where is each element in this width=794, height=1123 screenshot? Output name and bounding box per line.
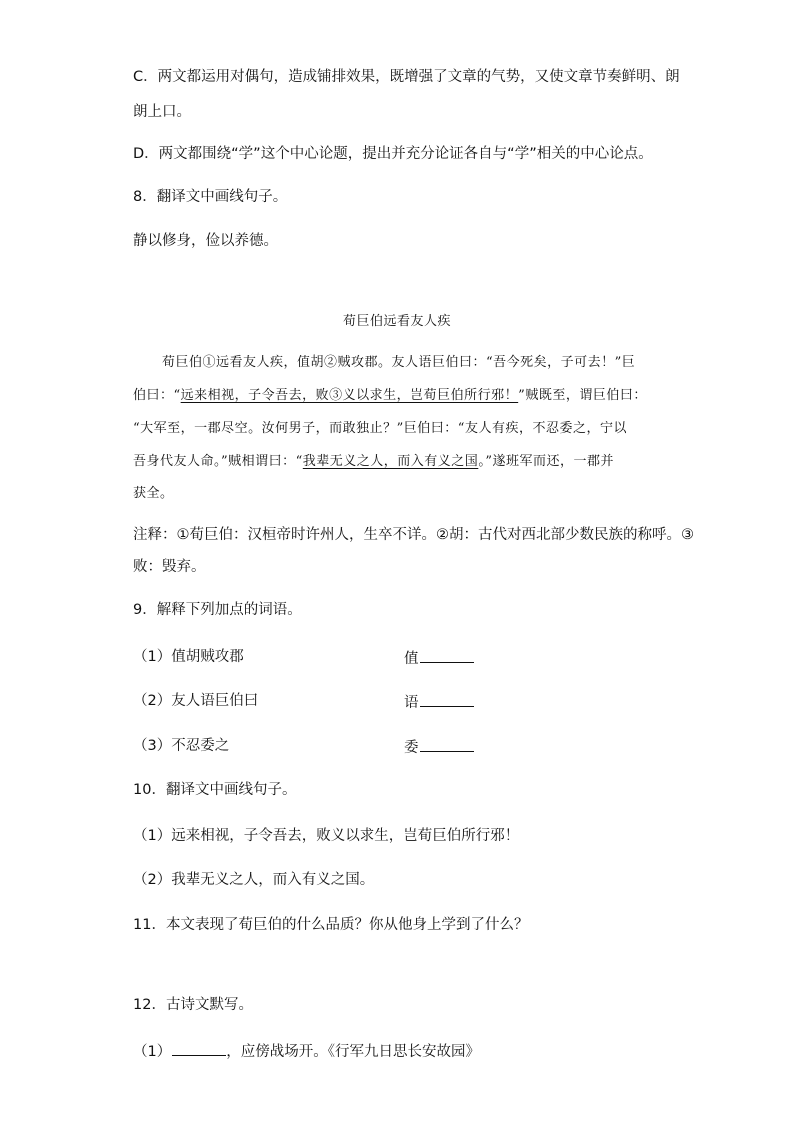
question-11-prompt: 11．本文表现了荀巨伯的什么品质？你从他身上学到了什么？ bbox=[133, 917, 529, 933]
answer-blank[interactable] bbox=[172, 1040, 226, 1056]
question-12-item-1 bbox=[133, 1040, 480, 1062]
passage-line-5: 获全。 bbox=[133, 486, 174, 501]
notes-line-1: 注释：①荀巨伯：汉桓帝时许州人，生卒不详。②胡：古代对西北部少数民族的称呼。③ bbox=[133, 527, 694, 543]
question-12-prompt: 12．古诗文默写。 bbox=[133, 997, 253, 1013]
word-label: 值 bbox=[404, 651, 419, 667]
option-c-line2: 朗上口。 bbox=[133, 104, 191, 120]
passage-text: ”贼既至，谓巨伯曰： bbox=[518, 388, 647, 403]
option-c-line1: C．两文都运用对偶句，造成铺排效果，既增强了文章的气势，又使文章节奏鲜明、朗 bbox=[133, 69, 680, 85]
answer-blank[interactable] bbox=[420, 736, 474, 752]
passage-text: 伯曰：“ bbox=[133, 388, 181, 403]
item-number: （1） bbox=[133, 1044, 172, 1060]
question-9-item: （3）不忍委之 bbox=[133, 738, 230, 754]
question-10-sentence-1: （1）远来相视，子令吾去，败义以求生，岂荀巨伯所行邪！ bbox=[133, 828, 520, 844]
item-text: ，应傍战场开。《行军九日思长安故园》 bbox=[226, 1044, 480, 1060]
option-d: D．两文都围绕“学”这个中心论题，提出并充分论证各自与“学”相关的中心论点。 bbox=[133, 146, 653, 162]
passage-line-4 bbox=[133, 452, 614, 472]
underlined-sentence-1: 远来相视，子令吾去，败③义以求生，岂荀巨伯所行邪！ bbox=[180, 388, 519, 403]
question-10-prompt: 10．翻译文中画线句子。 bbox=[133, 782, 297, 798]
question-9-prompt: 9．解释下列加点的词语。 bbox=[133, 602, 302, 618]
passage-title: 荀巨伯远看友人疾 bbox=[342, 314, 451, 329]
question-9-answer bbox=[404, 691, 474, 713]
word-label: 语 bbox=[404, 695, 419, 711]
question-9-item: （1）值胡贼攻郡 bbox=[133, 649, 244, 665]
answer-blank[interactable] bbox=[420, 647, 474, 663]
passage-line-3: “大军至，一郡尽空。汝何男子，而敢独止？”巨伯曰：“友人有疾，不忍委之，宁以 bbox=[133, 421, 627, 436]
question-10-sentence-2: （2）我辈无义之人，而入有义之国。 bbox=[133, 872, 375, 888]
notes-line-2: 败：毁弃。 bbox=[133, 559, 206, 575]
underlined-sentence-2: 我辈无义之人，而入有义之国 bbox=[302, 454, 479, 469]
question-8-sentence: 静以修身，俭以养德。 bbox=[133, 233, 278, 249]
answer-blank[interactable] bbox=[420, 691, 474, 707]
question-9-answer bbox=[404, 736, 474, 758]
passage-text: 。”遂班军而还，一郡并 bbox=[478, 454, 614, 469]
question-9-item: （2）友人语巨伯曰 bbox=[133, 693, 259, 709]
question-8-prompt: 8．翻译文中画线句子。 bbox=[133, 189, 288, 205]
passage-text: 吾身代友人命。”贼相谓曰：“ bbox=[133, 454, 303, 469]
word-label: 委 bbox=[404, 740, 419, 756]
question-9-answer bbox=[404, 647, 474, 669]
passage-line-2 bbox=[133, 386, 647, 406]
passage-line-1: 荀巨伯①远看友人疾，值胡②贼攻郡。友人语巨伯曰：“吾今死矣，子可去！”巨 bbox=[162, 355, 636, 370]
